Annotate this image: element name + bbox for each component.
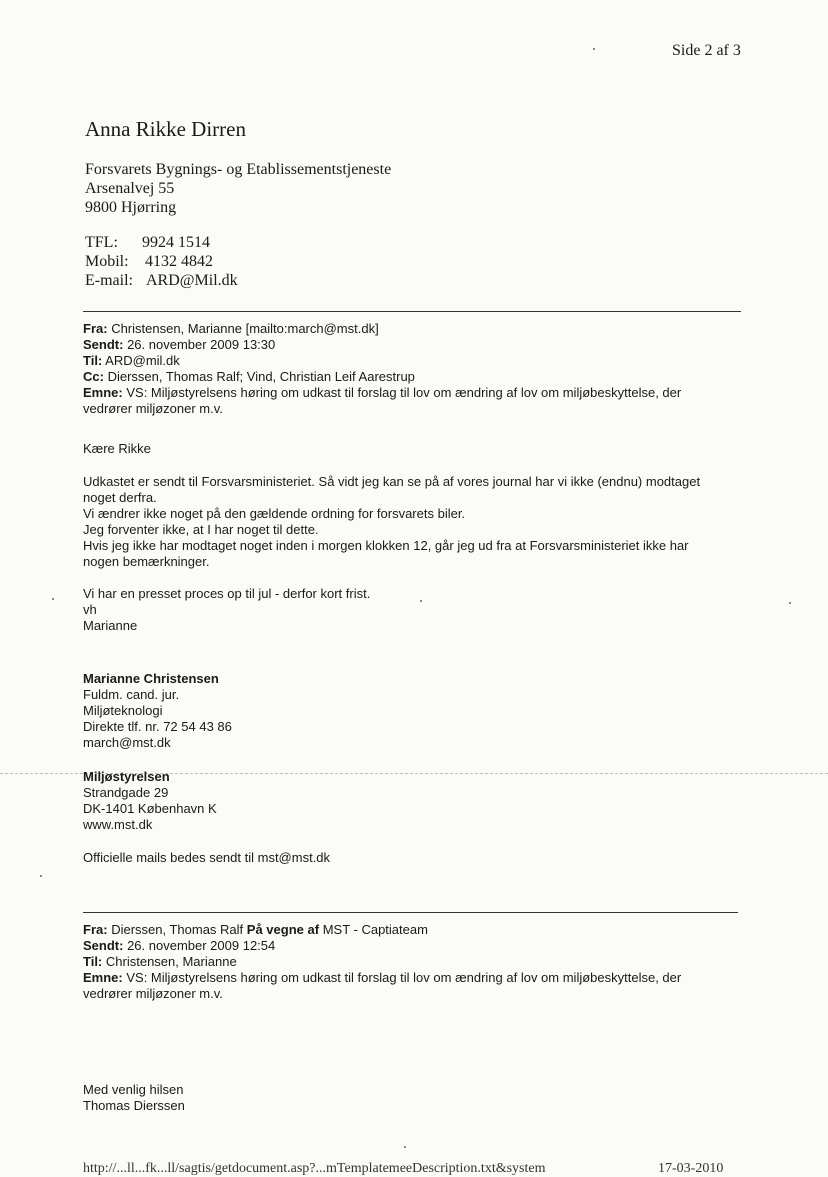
til-value: ARD@mil.dk bbox=[105, 353, 180, 368]
fra-value: Christensen, Marianne [mailto:march@mst.dk] bbox=[111, 321, 379, 336]
emne-continued: vedrører miljøzoner m.v. bbox=[83, 986, 223, 1001]
emne-label: Emne: bbox=[83, 970, 123, 985]
closing-name: Marianne bbox=[83, 618, 138, 633]
body-line: Vi ændrer ikke noget på den gældende ordning for forsvarets biler. bbox=[83, 506, 466, 521]
sender-city: 9800 Hjørring bbox=[85, 199, 177, 216]
cc-value: Dierssen, Thomas Ralf; Vind, Christian Leif Aarestrup bbox=[107, 369, 415, 384]
sender-org: Forsvarets Bygnings- og Etablissementstjeneste bbox=[85, 161, 392, 178]
til-label: Til: bbox=[83, 353, 103, 368]
mobil-value: 4132 4842 bbox=[145, 253, 213, 270]
sig-dept: Miljøteknologi bbox=[83, 703, 163, 718]
mobil-label: Mobil: bbox=[85, 253, 129, 270]
official-note: Officielle mails bedes sendt til mst@mst.dk bbox=[83, 850, 331, 865]
fra-label: Fra: bbox=[83, 321, 108, 336]
body-line: noget derfra. bbox=[83, 490, 157, 505]
email2-header bbox=[83, 922, 681, 1002]
greeting: Kære Rikke bbox=[83, 441, 151, 456]
email-value: ARD@Mil.dk bbox=[146, 272, 238, 289]
sendt-value: 26. november 2009 13:30 bbox=[127, 337, 276, 352]
closing: vh bbox=[83, 602, 97, 617]
sig-email: march@mst.dk bbox=[83, 735, 171, 750]
body-line: Vi har en presset proces op til jul - derfor kort frist. bbox=[83, 586, 371, 601]
sig-title: Fuldm. cand. jur. bbox=[83, 687, 180, 702]
emne-value: VS: Miljøstyrelsens høring om udkast til forslag til lov om ændring af lov om miljøbeskyttelse, der bbox=[126, 385, 682, 400]
body-line: Hvis jeg ikke har modtaget noget inden i morgen klokken 12, går jeg ud fra at Forsvarsministeriet ikke har bbox=[83, 538, 689, 553]
sig-phone: Direkte tlf. nr. 72 54 43 86 bbox=[83, 719, 232, 734]
scan-speck bbox=[420, 600, 422, 602]
email-label: E-mail: bbox=[85, 272, 133, 289]
agency-name: Miljøstyrelsen bbox=[83, 769, 170, 784]
agency-street: Strandgade 29 bbox=[83, 785, 169, 800]
separator-2 bbox=[83, 912, 738, 913]
page-number: Side 2 af 3 bbox=[672, 42, 741, 59]
scan-speck bbox=[52, 598, 54, 600]
closing: Med venlig hilsen bbox=[83, 1082, 184, 1097]
sender-address bbox=[85, 160, 391, 217]
body-line: nogen bemærkninger. bbox=[83, 554, 210, 569]
email1-body bbox=[83, 474, 700, 570]
separator-1 bbox=[83, 311, 741, 312]
scan-speck bbox=[789, 602, 791, 604]
footer-date: 17-03-2010 bbox=[658, 1161, 724, 1176]
closing-name: Thomas Dierssen bbox=[83, 1098, 185, 1113]
sender-street: Arsenalvej 55 bbox=[85, 180, 175, 197]
email2-closing bbox=[83, 1082, 185, 1114]
agency-web: www.mst.dk bbox=[83, 817, 153, 832]
sendt-label: Sendt: bbox=[83, 337, 124, 352]
cc-label: Cc: bbox=[83, 369, 104, 384]
sendt-label: Sendt: bbox=[83, 938, 124, 953]
agency-block bbox=[83, 769, 217, 833]
footer-url: http://...ll...fk...ll/sagtis/getdocument.asp?...mTemplatemeeDescription.txt&system bbox=[83, 1161, 546, 1176]
sender-contact bbox=[85, 233, 238, 290]
email1-header bbox=[83, 321, 681, 417]
sender-name: Anna Rikke Dirren bbox=[85, 117, 246, 141]
on-behalf-value: MST - Captiateam bbox=[322, 922, 428, 937]
agency-city: DK-1401 København K bbox=[83, 801, 217, 816]
scan-speck bbox=[593, 48, 595, 50]
tfl-value: 9924 1514 bbox=[142, 234, 210, 251]
til-value: Christensen, Marianne bbox=[105, 954, 237, 969]
emne-continued: vedrører miljøzoner m.v. bbox=[83, 401, 223, 416]
sendt-value: 26. november 2009 12:54 bbox=[127, 938, 276, 953]
scan-speck bbox=[404, 1146, 406, 1148]
tfl-label: TFL: bbox=[85, 234, 118, 251]
body-line: Udkastet er sendt til Forsvarsministeriet. Så vidt jeg kan se på af vores journal har vi ikke (endnu) modtaget bbox=[83, 474, 701, 489]
email1-closing bbox=[83, 586, 370, 634]
fra-label: Fra: bbox=[83, 922, 108, 937]
fra-value: Dierssen, Thomas Ralf bbox=[111, 922, 244, 937]
body-line: Jeg forventer ikke, at I har noget til dette. bbox=[83, 522, 319, 537]
emne-label: Emne: bbox=[83, 385, 123, 400]
emne-value: VS: Miljøstyrelsens høring om udkast til forslag til lov om ændring af lov om miljøbeskyttelse, der bbox=[126, 970, 682, 985]
sig-name: Marianne Christensen bbox=[83, 671, 219, 686]
signature bbox=[83, 671, 232, 751]
til-label: Til: bbox=[83, 954, 103, 969]
on-behalf-label: På vegne af bbox=[246, 922, 320, 937]
scan-speck bbox=[40, 875, 42, 877]
